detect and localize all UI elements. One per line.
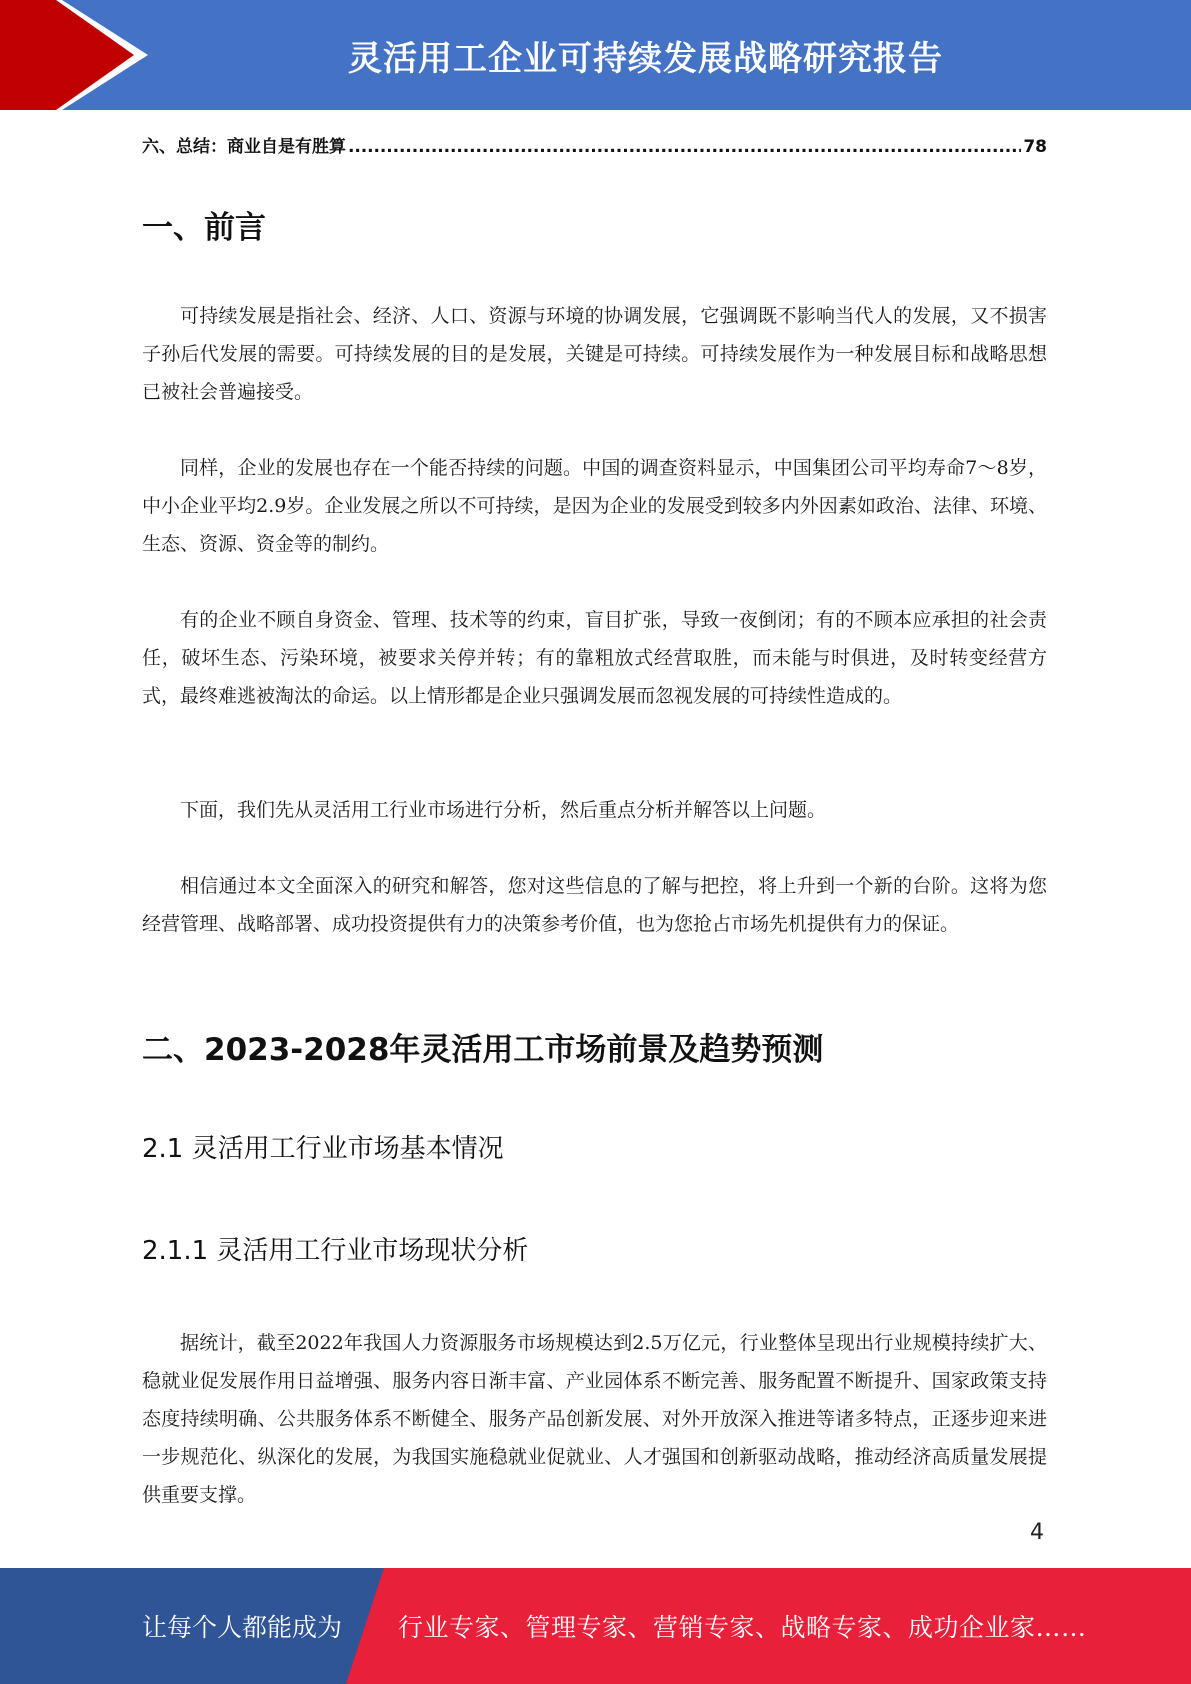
- paragraph: 相信通过本文全面深入的研究和解答，您对这些信息的了解与把控，将上升到一个新的台阶。这将为您经营管理、战略部署、成功投资提供有力的决策参考价值，也为您抢占市场先机提供有力的保证。: [142, 875, 1047, 935]
- toc-entry[interactable]: [142, 132, 1047, 157]
- section-heading-preface: 一、前言: [142, 210, 266, 246]
- subsection-heading: 2.1 灵活用工行业市场基本情况: [142, 1134, 504, 1164]
- page-footer: [0, 1568, 1191, 1684]
- page-number: 4: [1030, 1520, 1044, 1545]
- toc-leader-dots: [348, 137, 1021, 157]
- paragraph: 同样，企业的发展也存在一个能否持续的问题。中国的调查资料显示，中国集团公司平均寿命7～8岁，中小企业平均2.9岁。企业发展之所以不可持续，是因为企业的发展受到较多内外因素如政治、法律、环境、生态、资源、资金等的制约。: [142, 457, 1047, 555]
- subsection-heading: 2.1.1 灵活用工行业市场现状分析: [142, 1236, 529, 1266]
- toc-entry-page: 78: [1023, 137, 1047, 157]
- paragraph: 可持续发展是指社会、经济、人口、资源与环境的协调发展，它强调既不影响当代人的发展，又不损害子孙后代发展的需要。可持续发展的目的是发展，关键是可持续。可持续发展作为一种发展目标和战略思想已被社会普遍接受。: [142, 305, 1047, 403]
- section-heading-market-forecast: 二、2023-2028年灵活用工市场前景及趋势预测: [142, 1032, 824, 1068]
- header-arrow-decoration: [0, 0, 160, 110]
- paragraph: 据统计，截至2022年我国人力资源服务市场规模达到2.5万亿元，行业整体呈现出行业规模持续扩大、稳就业促发展作用日益增强、服务内容日渐丰富、产业园体系不断完善、服务配置不断提升、国家政策支持态度持续明确、公共服务体系不断健全、服务产品创新发展、对外开放深入推进等诸多特点，正逐步迎来进一步规范化、纵深化的发展，为我国实施稳就业促就业、人才强国和创新驱动战略，推动经济高质量发展提供重要支撑。: [142, 1332, 1047, 1506]
- toc-entry-label: 六、总结：商业自是有胜算: [142, 137, 346, 157]
- footer-slogan-left: 让每个人都能成为: [142, 1613, 343, 1642]
- footer-slogan-right: 行业专家、管理专家、营销专家、战略专家、成功企业家……: [398, 1613, 1087, 1642]
- paragraph: 下面，我们先从灵活用工行业市场进行分析，然后重点分析并解答以上问题。: [180, 799, 827, 821]
- page-header: [0, 0, 1191, 110]
- paragraph: 有的企业不顾自身资金、管理、技术等的约束，盲目扩张，导致一夜倒闭；有的不顾本应承担的社会责任，破坏生态、污染环境，被要求关停并转；有的靠粗放式经营取胜，而未能与时俱进，及时转变经营方式，最终难逃被淘汰的命运。以上情形都是企业只强调发展而忽视发展的可持续性造成的。: [142, 609, 1047, 707]
- report-title: 灵活用工企业可持续发展战略研究报告: [348, 38, 943, 79]
